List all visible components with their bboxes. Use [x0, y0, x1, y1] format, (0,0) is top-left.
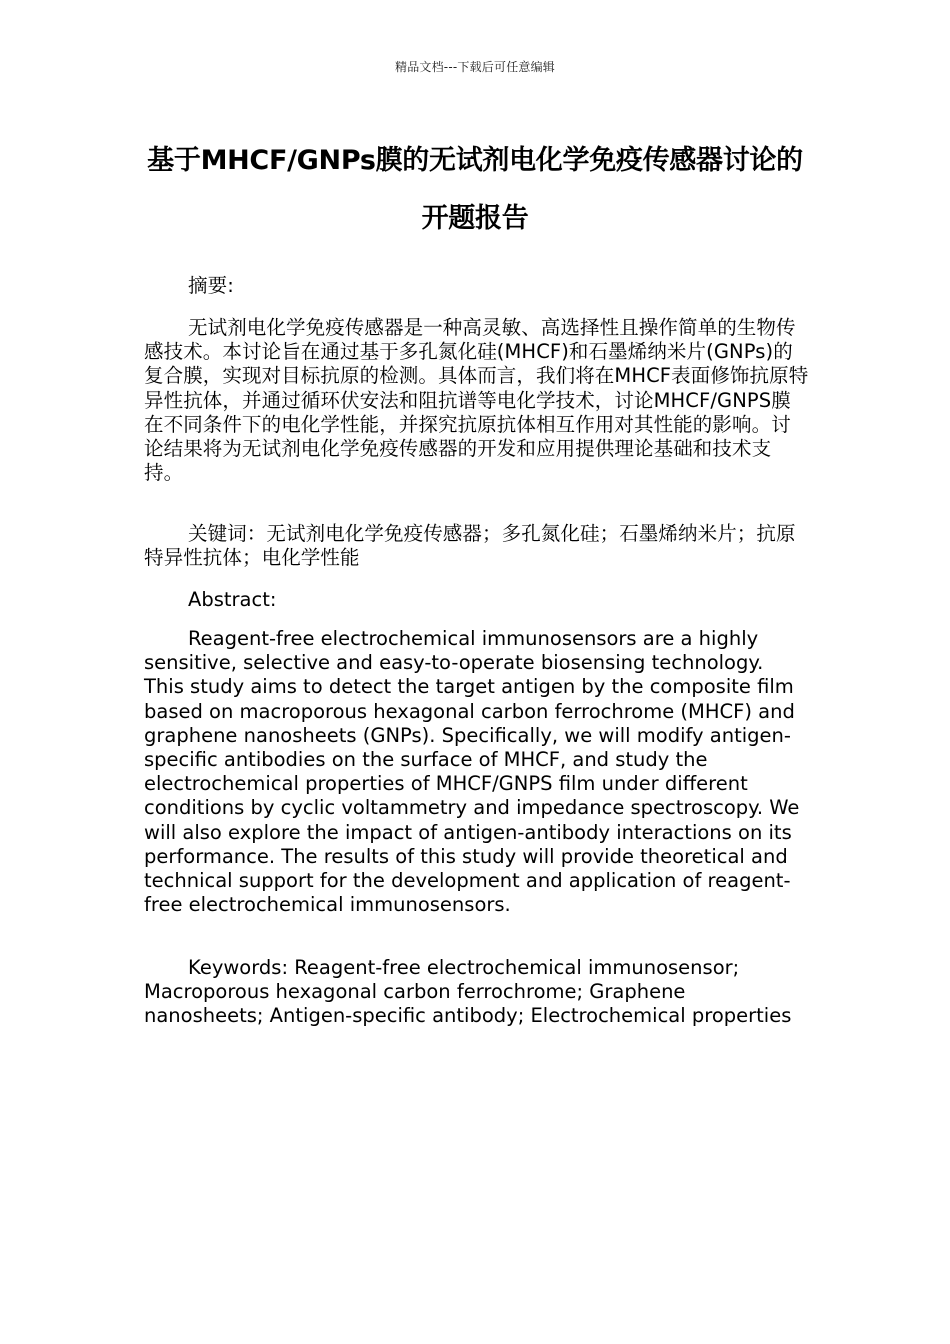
header-note: 精品文档---下载后可任意编辑 [395, 60, 555, 74]
keywords-zh: 关键词：无试剂电化学免疫传感器；多孔氮化硅；石墨烯纳米片；抗原特异性抗体；电化学性能 [144, 522, 796, 570]
abstract-zh-body: 无试剂电化学免疫传感器是一种高灵敏、高选择性且操作简单的生物传感技术。本讨论旨在通过基于多孔氮化硅(MHCF)和石墨烯纳米片(GNPs)的复合膜，实现对目标抗原的检测。具体而言，我们将在MHCF表面修饰抗原特异性抗体，并通过循环伏安法和阻抗谱等电化学技术，讨论MHCF/GNPS膜在不同条件下的电化学性能，并探究抗原抗体相互作用对其性能的影响。讨论结果将为无试剂电化学免疫传感器的开发和应用提供理论基础和技术支持。 [144, 316, 809, 485]
abstract-en-body: Reagent-free electrochemical immunosensors are a highly sensitive, selective and easy-to-operate biosensing technology. This study aims to detect the target antigen by the composite film based on macroporous hexagonal carbon ferrochrome (MHCF) and graphene nanosheets (GNPs). Specifically, we will modify antigen-specific antibodies on the surface of MHCF, and study the electrochemical properties of MHCF/GNPS film under different conditions by cyclic voltammetry and impedance spectroscopy. We will also explore the impact of antigen-antibody interactions on its performance. The results of this study will provide theoretical and technical support for the development and application of reagent-free electrochemical immunosensors. [144, 627, 800, 917]
abstract-zh-label: 摘要: [188, 274, 234, 297]
abstract-en-label: Abstract: [188, 588, 277, 611]
keywords-en: Keywords: Reagent-free electrochemical immunosensor; Macroporous hexagonal carbon ferrochrome; Graphene nanosheets; Antigen-specific antibody; Electrochemical properties [144, 956, 792, 1028]
document-title: 基于MHCF/GNPs膜的无试剂电化学免疫传感器讨论的开题报告 [147, 145, 803, 234]
